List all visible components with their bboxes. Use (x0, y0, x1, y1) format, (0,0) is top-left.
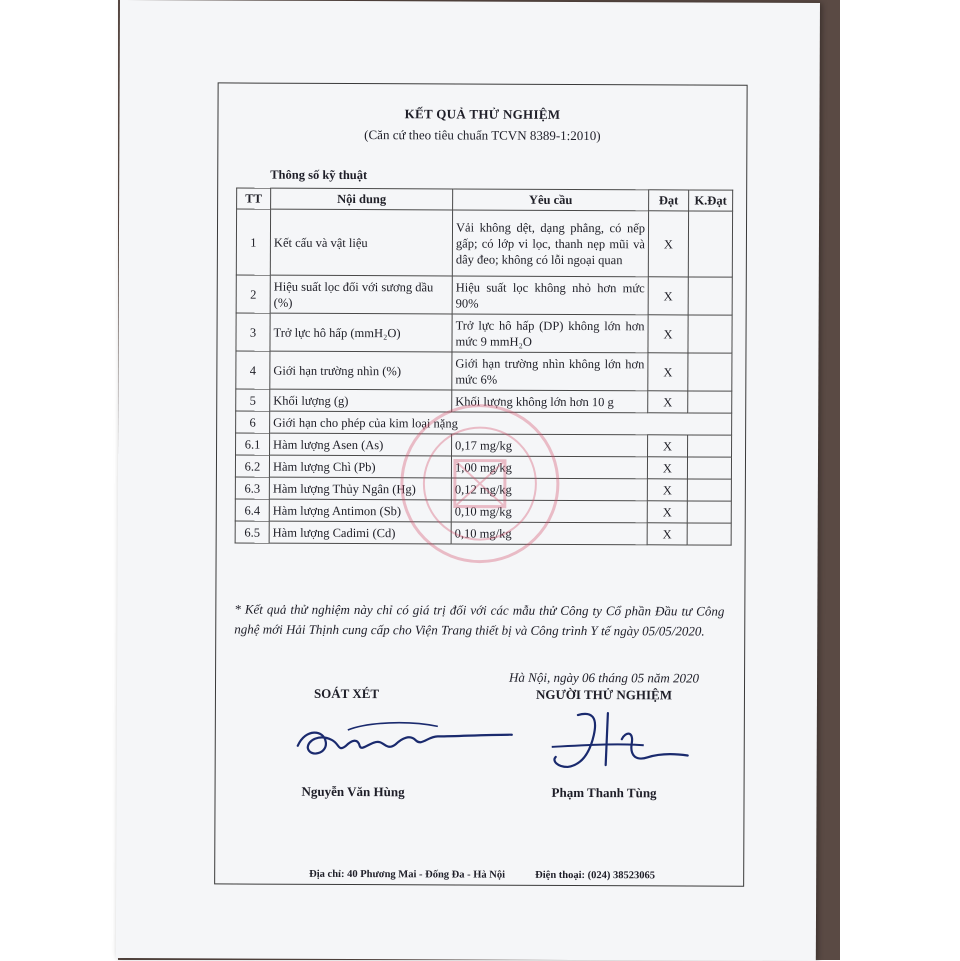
place-date: Hà Nội, ngày 06 tháng 05 năm 2020 (509, 669, 700, 686)
row-requirement: 0,10 mg/kg (451, 500, 647, 523)
tester-signature (548, 705, 698, 784)
tester-name: Phạm Thanh Tùng (551, 784, 657, 801)
row-fail-mark (687, 457, 731, 479)
test-note: * Kết quả thử nghiệm này chỉ có giá trị đối với các mẫu thử Công ty Cổ phần Đầu tư Công nghệ mới Hải Thịnh cung cấp cho Viện Trang thiết bị và Công trình Y tế ngày 05/05/2020. (234, 601, 725, 639)
document-frame (214, 82, 747, 886)
row-content: Hàm lượng Antimon (Sb) (269, 499, 451, 522)
row-fail-mark (688, 391, 732, 413)
row-fail-mark (688, 353, 732, 391)
reviewer-signature (288, 712, 518, 769)
row-fail-mark (687, 523, 731, 545)
document-subtitle: (Căn cứ theo tiêu chuẩn TCVN 8389-1:2010) (364, 127, 601, 144)
document-page (116, 0, 820, 961)
row-pass-mark: X (647, 479, 687, 501)
reviewer-title: SOÁT XÉT (313, 685, 380, 702)
row-fail-mark (687, 501, 731, 523)
table-row (236, 209, 732, 277)
row-requirement: 0,17 mg/kg (452, 434, 648, 457)
row-requirement: Giới hạn trường nhìn không lớn hơn mức 6% (452, 352, 648, 391)
row-pass-mark: X (647, 523, 687, 545)
footer-phone: Điện thoại: (024) 38523065 (535, 869, 656, 882)
row-tt: 3 (236, 313, 270, 351)
row-requirement: 1,00 mg/kg (451, 456, 647, 479)
row-pass-mark: X (648, 277, 688, 315)
row-content: Kết cấu và vật liệu (270, 209, 452, 276)
row-content: Hàm lượng Cadimi (Cd) (269, 521, 451, 544)
row-tt: 2 (236, 275, 270, 313)
header-content: Nội dung (271, 188, 453, 210)
row-content: Hàm lượng Asen (As) (270, 433, 452, 456)
table-row (236, 275, 732, 315)
row-content: Trở lực hô hấp (mmH₂O) (270, 313, 452, 352)
row-requirement: Vải không dệt, dạng phẳng, có nếp gấp; có lớp vi lọc, thanh nẹp mũi và dây đeo; không có lỗi ngoại quan (452, 210, 648, 277)
row-pass-mark: X (647, 457, 687, 479)
header-tt: TT (237, 188, 271, 209)
row-content: Hàm lượng Chì (Pb) (269, 455, 451, 478)
table-row (236, 313, 732, 353)
row-requirement: Khối lượng không lớn hơn 10 g (452, 390, 648, 413)
row-fail-mark (687, 479, 731, 501)
row-tt: 6.3 (235, 477, 269, 499)
section-title: Thông số kỹ thuật (270, 167, 368, 183)
row-fail-mark (688, 315, 732, 353)
row-content: Khối lượng (g) (270, 389, 452, 412)
footer-address: Địa chỉ: 40 Phương Mai - Đống Đa - Hà Nội (309, 868, 506, 881)
row-tt: 6 (236, 411, 270, 433)
row-requirement: 0,12 mg/kg (451, 478, 647, 501)
row-tt: 6.1 (236, 433, 270, 455)
row-fail-mark (688, 277, 732, 315)
row-requirement: Hiệu suất lọc không nhỏ hơn mức 90% (452, 276, 648, 315)
reviewer-name: Nguyễn Văn Hùng (301, 783, 405, 800)
row-tt: 4 (236, 351, 270, 389)
row-requirement: 0,10 mg/kg (451, 522, 647, 545)
table-header-row (237, 188, 733, 211)
row-tt: 6.4 (235, 499, 269, 521)
row-pass-mark: X (648, 391, 688, 413)
row-requirement: Trở lực hô hấp (DP) không lớn hơn mức 9 mmH₂O (452, 314, 648, 353)
row-pass-mark: X (648, 353, 688, 391)
header-fail: K.Đạt (689, 190, 733, 211)
document-title: KẾT QUẢ THỬ NGHIỆM (404, 106, 561, 122)
row-pass-mark: X (648, 435, 688, 457)
table-row (236, 351, 732, 391)
header-pass: Đạt (649, 190, 689, 211)
stamp-watermark (397, 400, 564, 567)
row-tt: 1 (236, 209, 270, 275)
header-requirement: Yêu cầu (453, 189, 649, 211)
tester-title: NGƯỜI THỬ NGHIỆM (535, 686, 673, 703)
row-content: Hàm lượng Thủy Ngân (Hg) (269, 477, 451, 500)
row-content: Giới hạn cho phép của kim loại nặng (270, 411, 732, 435)
row-tt: 6.2 (235, 455, 269, 477)
row-content: Hiệu suất lọc đối với sương dầu (%) (270, 275, 452, 314)
row-pass-mark: X (648, 315, 688, 353)
row-tt: 5 (236, 389, 270, 411)
row-pass-mark: X (647, 501, 687, 523)
row-pass-mark: X (648, 211, 688, 277)
row-content: Giới hạn trường nhìn (%) (270, 351, 452, 390)
row-tt: 6.5 (235, 521, 269, 543)
row-fail-mark (688, 435, 732, 457)
row-fail-mark (688, 211, 732, 277)
